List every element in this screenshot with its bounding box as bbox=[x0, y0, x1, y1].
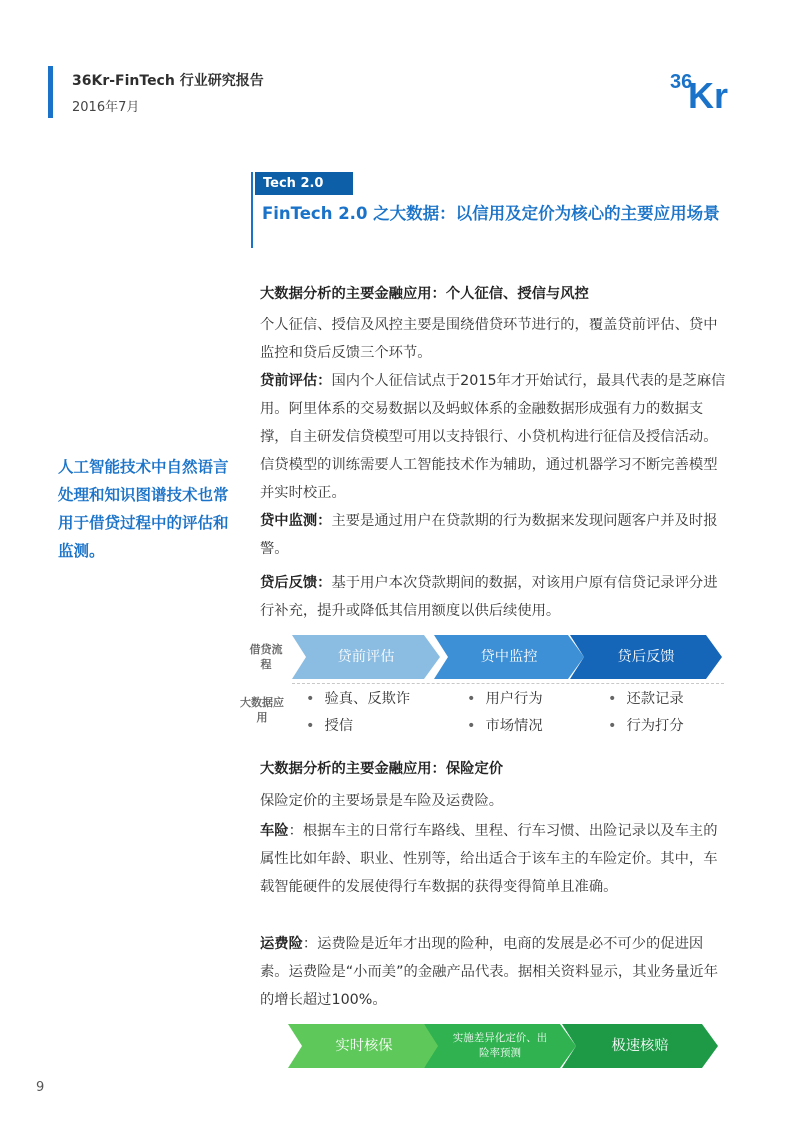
credit-item-label: 贷中监测： bbox=[260, 513, 332, 529]
section-title: FinTech 2.0 之大数据：以信用及定价为核心的主要应用场景 bbox=[262, 204, 720, 223]
insurance-item-label: 车险 bbox=[260, 823, 289, 839]
brand-logo bbox=[668, 64, 750, 110]
section-accent-line bbox=[251, 172, 253, 248]
credit-heading: 大数据分析的主要金融应用：个人征信、授信与风控 bbox=[260, 286, 589, 302]
sidebar-highlight: 人工智能技术中自然语言处理和知识图谱技术也常用于借贷过程中的评估和监测。 bbox=[58, 458, 229, 560]
insurance-stage-label: 极速核赔 bbox=[611, 1038, 669, 1054]
process-row-label: 借贷流程 bbox=[249, 643, 283, 671]
insurance-intro: 保险定价的主要场景是车险及运费险。 bbox=[260, 793, 504, 809]
process-stage bbox=[570, 635, 722, 679]
credit-item-text: 主要是通过用户在贷款期的行为数据来发现问题客户并及时报警。 bbox=[260, 513, 718, 557]
process-bullet: • 验真、反欺诈 bbox=[306, 688, 410, 708]
report-date: 2016年7月 bbox=[72, 100, 140, 115]
process-bullet: • 还款记录 bbox=[608, 688, 684, 708]
svg-text:36: 36 bbox=[670, 71, 693, 93]
insurance-stage bbox=[424, 1024, 576, 1068]
process-divider bbox=[292, 683, 724, 684]
credit-item-label: 贷前评估： bbox=[260, 373, 332, 389]
credit-item-pre bbox=[260, 367, 730, 507]
report-title: 36Kr-FinTech 行业研究报告 bbox=[72, 73, 264, 89]
svg-text:Kr: Kr bbox=[688, 75, 729, 110]
process-bullet: • 用户行为 bbox=[467, 688, 543, 708]
insurance-item-text: ：运费险是近年才出现的险种，电商的发展是必不可少的促进因素。运费险是“小而美”的金融产品代表。据相关资料显示，其业务量近年的增长超过100%。 bbox=[260, 936, 719, 1008]
process-bullet: • 行为打分 bbox=[608, 715, 684, 735]
credit-item-post bbox=[260, 569, 730, 625]
process-row-label: 大数据应用 bbox=[240, 696, 284, 724]
insurance-stage-label: 实施差异化定价、出险率预测 bbox=[452, 1032, 548, 1059]
credit-item-text: 国内个人征信试点于2015年才开始试行，最具代表的是芝麻信用。阿里体系的交易数据以及蚂蚁体系的金融数据形成强有力的数据支撑，自主研发信贷模型可用以支持银行、小贷机构进行征信及授信活动。信贷模型的训练需要人工智能技术作为辅助，通过机器学习不断完善模型并实时校正。 bbox=[260, 373, 726, 501]
insurance-item-text: ：根据车主的日常行车路线、里程、行车习惯、出险记录以及车主的属性比如年龄、职业、性别等，给出适合于该车主的车险定价。其中，车载智能硬件的发展使得行车数据的获得变得简单且准确。 bbox=[260, 823, 718, 895]
insurance-heading: 大数据分析的主要金融应用：保险定价 bbox=[260, 761, 504, 777]
process-stage-label: 贷中监控 bbox=[480, 649, 538, 665]
process-stage-label: 贷后反馈 bbox=[617, 649, 675, 665]
process-stage bbox=[292, 635, 440, 679]
credit-item-mid bbox=[260, 507, 730, 563]
page-number: 9 bbox=[36, 1080, 45, 1095]
credit-item-text: 基于用户本次贷款期间的数据，对该用户原有信贷记录评分进行补充，提升或降低其信用额度以供后续使用。 bbox=[260, 575, 718, 619]
credit-intro: 个人征信、授信及风控主要是围绕借贷环节进行的，覆盖贷前评估、贷中监控和贷后反馈三个环节。 bbox=[260, 317, 718, 361]
process-stage-label: 贷前评估 bbox=[337, 649, 395, 665]
insurance-item-label: 运费险 bbox=[260, 936, 303, 952]
insurance-item-freight bbox=[260, 930, 730, 1014]
insurance-stage bbox=[288, 1024, 440, 1068]
insurance-stage bbox=[562, 1024, 718, 1068]
insurance-stage-label: 实时核保 bbox=[335, 1038, 393, 1054]
process-bullet: • 授信 bbox=[306, 715, 353, 735]
credit-item-label: 贷后反馈： bbox=[260, 575, 332, 591]
insurance-item-car bbox=[260, 817, 730, 901]
process-bullet: • 市场情况 bbox=[467, 715, 543, 735]
section-tag: Tech 2.0 bbox=[255, 172, 353, 195]
header-accent-bar bbox=[48, 66, 53, 118]
process-stage bbox=[434, 635, 584, 679]
